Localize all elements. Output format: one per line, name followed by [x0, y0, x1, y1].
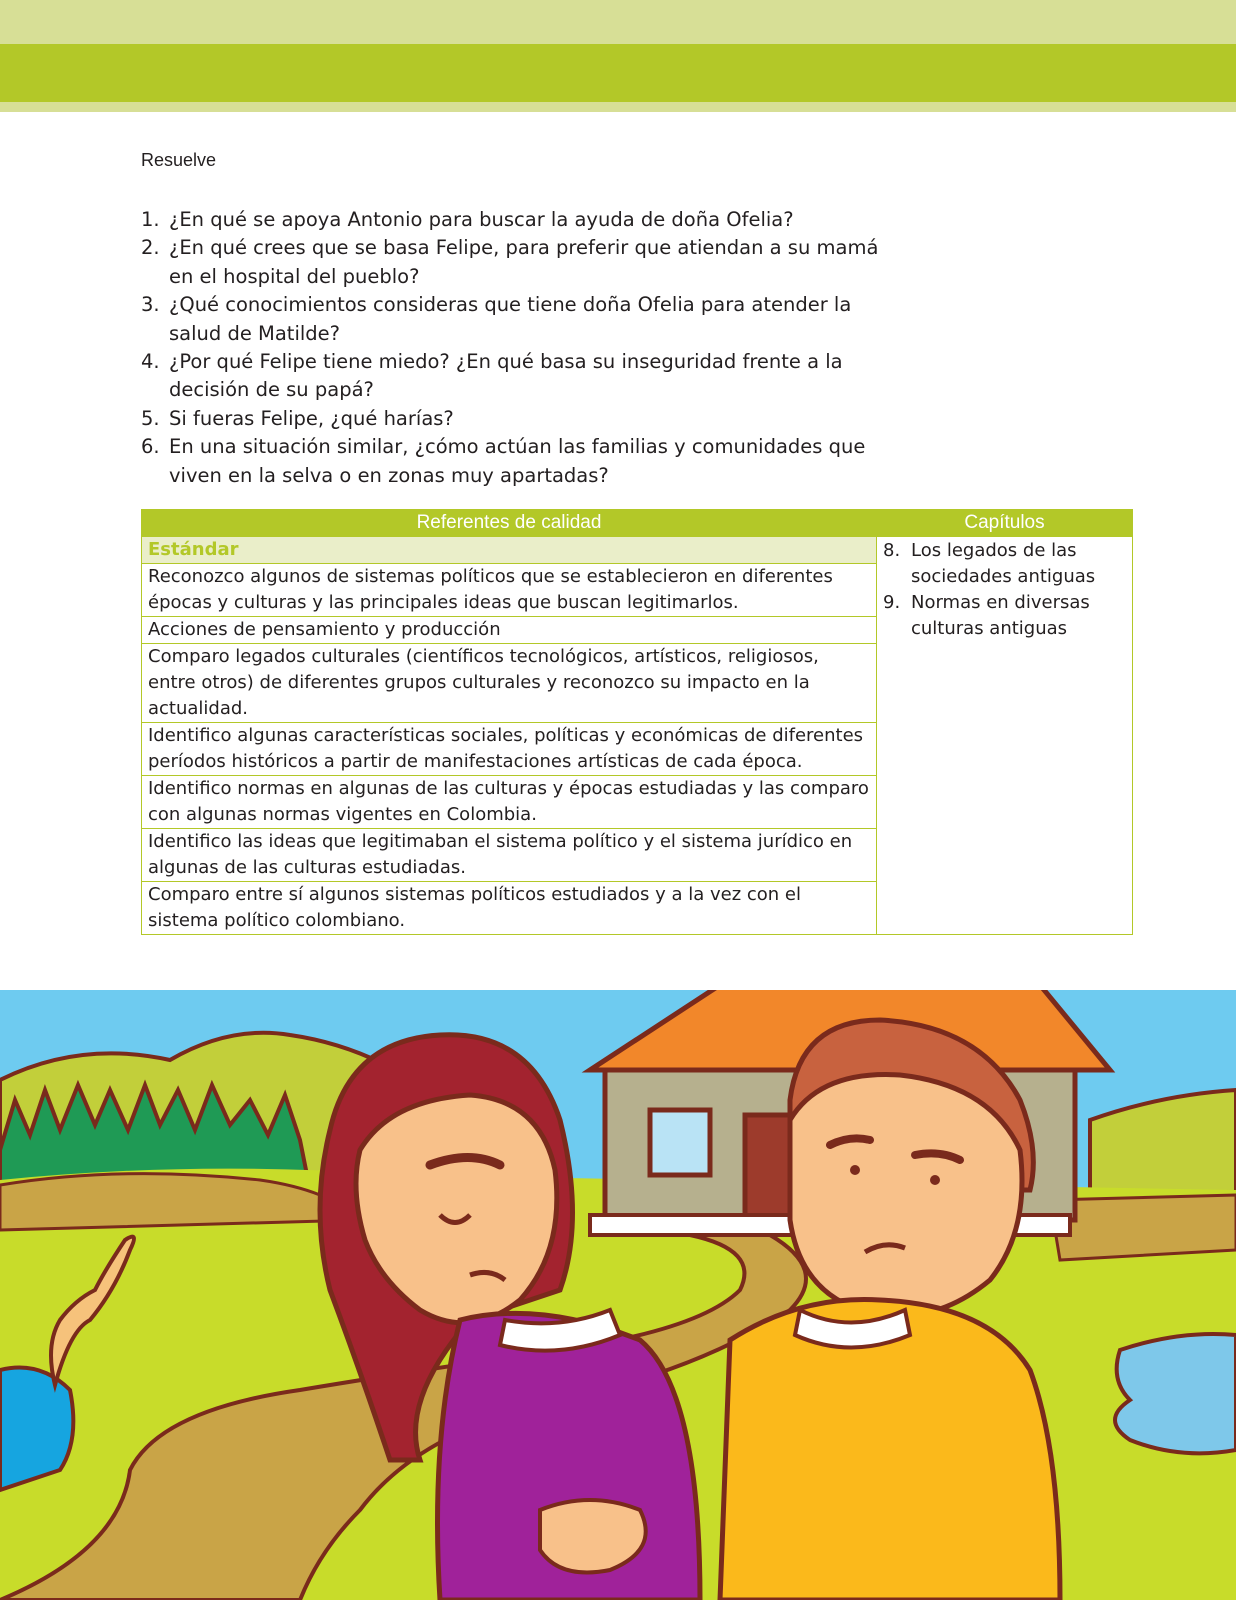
question-text: ¿En qué crees que se basa Felipe, para preferir que atiendan a su mamá en el hospital del pueblo? — [169, 236, 879, 288]
chapter-title: Los legados de las sociedades antiguas — [911, 540, 1096, 587]
action-item: Identifico algunas características sociales, políticas y económicas de diferentes períodos históricos a partir de manifestaciones artísticas de cada época. — [142, 723, 877, 776]
chapters-cell — [877, 537, 1133, 935]
action-item: Comparo legados culturales (científicos tecnológicos, artísticos, religiosos, entre otros) de diferentes grupos culturales y reconozco su impacto en la actualidad. — [142, 644, 877, 723]
standard-text: Reconozco algunos de sistemas políticos que se establecieron en diferentes épocas y culturas y las principales ideas que buscan legitimarlos. — [142, 564, 877, 617]
question-item — [141, 234, 901, 291]
question-number: 6. — [141, 435, 160, 459]
question-number: 5. — [141, 406, 160, 430]
question-item — [141, 291, 901, 348]
standard-label: Estándar — [142, 537, 877, 564]
boy-face — [790, 1075, 1022, 1316]
table-row — [142, 537, 1133, 564]
question-text: ¿Por qué Felipe tiene miedo? ¿En qué basa su inseguridad frente a la decisión de su papá? — [169, 350, 843, 402]
question-number: 2. — [141, 236, 160, 260]
boy-eye-left — [850, 1165, 860, 1175]
question-item — [141, 433, 901, 490]
chapter-item — [883, 538, 1126, 590]
question-text: En una situación similar, ¿cómo actúan las familias y comunidades que viven en la selva o en zonas muy apartadas? — [169, 435, 866, 487]
question-text: ¿En qué se apoya Antonio para buscar la ayuda de doña Ofelia? — [169, 208, 794, 231]
boy-sweater — [720, 1300, 1060, 1600]
question-number: 3. — [141, 293, 160, 317]
question-item — [141, 206, 901, 234]
pond — [1115, 1334, 1236, 1453]
header-capitulos: Capítulos — [877, 510, 1133, 537]
actions-label: Acciones de pensamiento y producción — [142, 617, 877, 644]
question-number: 4. — [141, 350, 160, 374]
header-band-light — [0, 0, 1236, 44]
chapter-title: Normas en diversas culturas antiguas — [911, 592, 1090, 639]
girl-hands — [540, 1500, 646, 1573]
story-illustration — [0, 990, 1236, 1600]
illustration-svg — [0, 990, 1236, 1600]
action-item: Identifico las ideas que legitimaban el sistema político y el sistema jurídico en algunas de las culturas estudiadas. — [142, 829, 877, 882]
header-band — [0, 44, 1236, 102]
dry-field-right — [1050, 1195, 1236, 1260]
chapter-number: 8. — [883, 540, 901, 561]
quality-references-table — [141, 509, 1133, 935]
action-item: Identifico normas en algunas de las culturas y épocas estudiadas y las comparo con algunas normas vigentes en Colombia. — [142, 776, 877, 829]
chapter-number: 9. — [883, 592, 901, 613]
question-text: ¿Qué conocimientos consideras que tiene doña Ofelia para atender la salud de Matilde? — [169, 293, 852, 345]
header-band-stripe — [0, 102, 1236, 112]
chapter-list — [883, 538, 1126, 642]
boy-eye-right — [930, 1175, 940, 1185]
question-text: Si fueras Felipe, ¿qué harías? — [169, 406, 454, 430]
header-referentes: Referentes de calidad — [142, 510, 877, 537]
question-list — [141, 206, 901, 490]
house-window — [650, 1110, 710, 1175]
action-item: Comparo entre sí algunos sistemas políticos estudiados y a la vez con el sistema político colombiano. — [142, 882, 877, 935]
section-heading: Resuelve — [141, 150, 217, 170]
question-item — [141, 405, 901, 433]
chapter-item — [883, 590, 1126, 642]
table-header-row — [142, 510, 1133, 537]
question-number: 1. — [141, 208, 160, 231]
question-item — [141, 348, 901, 405]
